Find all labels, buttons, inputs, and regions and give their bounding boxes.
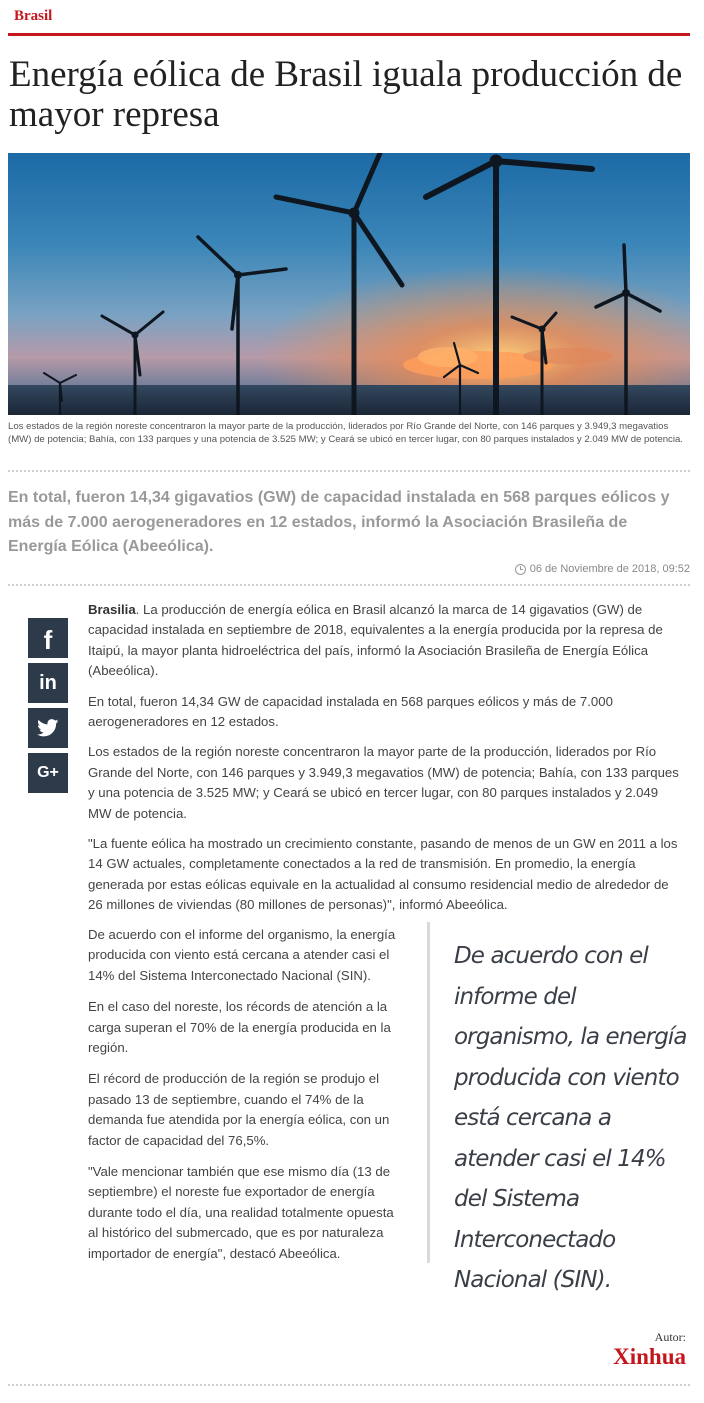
article-lead: En total, fueron 14,34 gigavatios (GW) de capacidad instalada en 568 parques eólicos y más de 7.000 aerogeneradores en 12 estados, informó la Asociación Brasileña de Energía Eólica (Abeeólica).: [8, 489, 670, 555]
paragraph: El récord de producción de la región se produjo el pasado 13 de septiembre, cuando el 74% de la demanda fue atendida por la energía eólica, con un factor de capacidad del 76,5%.: [88, 1071, 390, 1148]
divider: [8, 1384, 690, 1386]
paragraph: En total, fueron 14,34 GW de capacidad instalada en 568 parques eólicos y más de 7.000 aerogeneradores en 12 estados.: [88, 693, 613, 730]
article-headline: Energía eólica de Brasil iguala producción de mayor represa: [9, 54, 683, 135]
pull-quote: De acuerdo con el informe del organismo, la energía producida con viento está cercana a atender casi el 14% del Sistema Interconectado Nacional (SIN).: [427, 922, 689, 1263]
paragraph: En el caso del noreste, los récords de atención a la carga superan el 70% de la energía producida en la región.: [88, 999, 391, 1056]
share-linkedin-button[interactable]: [28, 663, 68, 703]
article-body: [88, 600, 684, 926]
paragraph: "Vale mencionar también que ese mismo día (13 de septiembre) el noreste fue exportador de energía durante todo el día, una realidad totalmente opuesta al histórico del submercado, que es por naturaleza importador de energía", destacó Abeeólica.: [88, 1164, 394, 1261]
paragraph: Los estados de la región noreste concentraron la mayor parte de la producción, liderados por Río Grande del Norte, con 146 parques y 3.949,3 megavatios (MW) de potencia; Bahía, con 133 parques y una potencia de 3.525 MW; y Ceará se ubicó en tercer lugar, con 80 parques instalados y 2.049 MW de potencia.: [88, 744, 679, 821]
section-header: [8, 0, 690, 36]
googleplus-icon: G+: [37, 764, 59, 781]
author-name[interactable]: Xinhua: [613, 1344, 686, 1369]
paragraph: De acuerdo con el informe del organismo, la energía producida con viento está cercana a atender casi el 14% del Sistema Interconectado Nacional (SIN).: [88, 927, 396, 983]
share-twitter-button[interactable]: [28, 708, 68, 748]
paragraph: Brasilia. La producción de energía eólica en Brasil alcanzó la marca de 14 gigavatios (GW) de capacidad instalada en septiembre de 2018, equivalentes a la energía producida por la represa de Itaipú, la mayor planta hidroeléctrica del país, informó la Asociación Brasileña de Energía Eólica (Abeeólica).: [88, 602, 663, 679]
dateline: Brasilia: [88, 602, 136, 617]
share-facebook-button[interactable]: [28, 618, 68, 658]
publish-date-text: 06 de Noviembre de 2018, 09:52: [529, 563, 690, 575]
hero-image: [8, 153, 690, 415]
share-googleplus-button[interactable]: [28, 753, 68, 793]
image-caption: Los estados de la región noreste concentraron la mayor parte de la producción, liderados por Río Grande del Norte, con 146 parques y 3.949,3 megavatios (MW) de potencia; Bahía, con 133 parques y una potencia de 3.525 MW; y Ceará se ubicó en tercer lugar, con 80 parques instalados y 2.049 MW de potencia.: [8, 421, 683, 445]
twitter-icon: [37, 719, 59, 737]
section-label[interactable]: Brasil: [14, 8, 53, 24]
article-body-column: [88, 925, 406, 1275]
author-label: Autor:: [654, 1330, 686, 1344]
divider: [8, 470, 690, 472]
facebook-icon: f: [43, 624, 53, 655]
linkedin-icon: in: [39, 671, 57, 694]
clock-icon: [515, 564, 526, 575]
paragraph: "La fuente eólica ha mostrado un crecimiento constante, pasando de menos de un GW en 2011 a los 14 GW actuales, completamente conectados a la red de transmisión. En promedio, la energía generada por estas eólicas equivale en la actualidad al consumo residencial medio de alrededor de 26 millones de viviendas (80 millones de personas)", informó Abeeólica.: [88, 836, 678, 913]
divider: [8, 584, 690, 586]
publish-date: [515, 563, 690, 575]
